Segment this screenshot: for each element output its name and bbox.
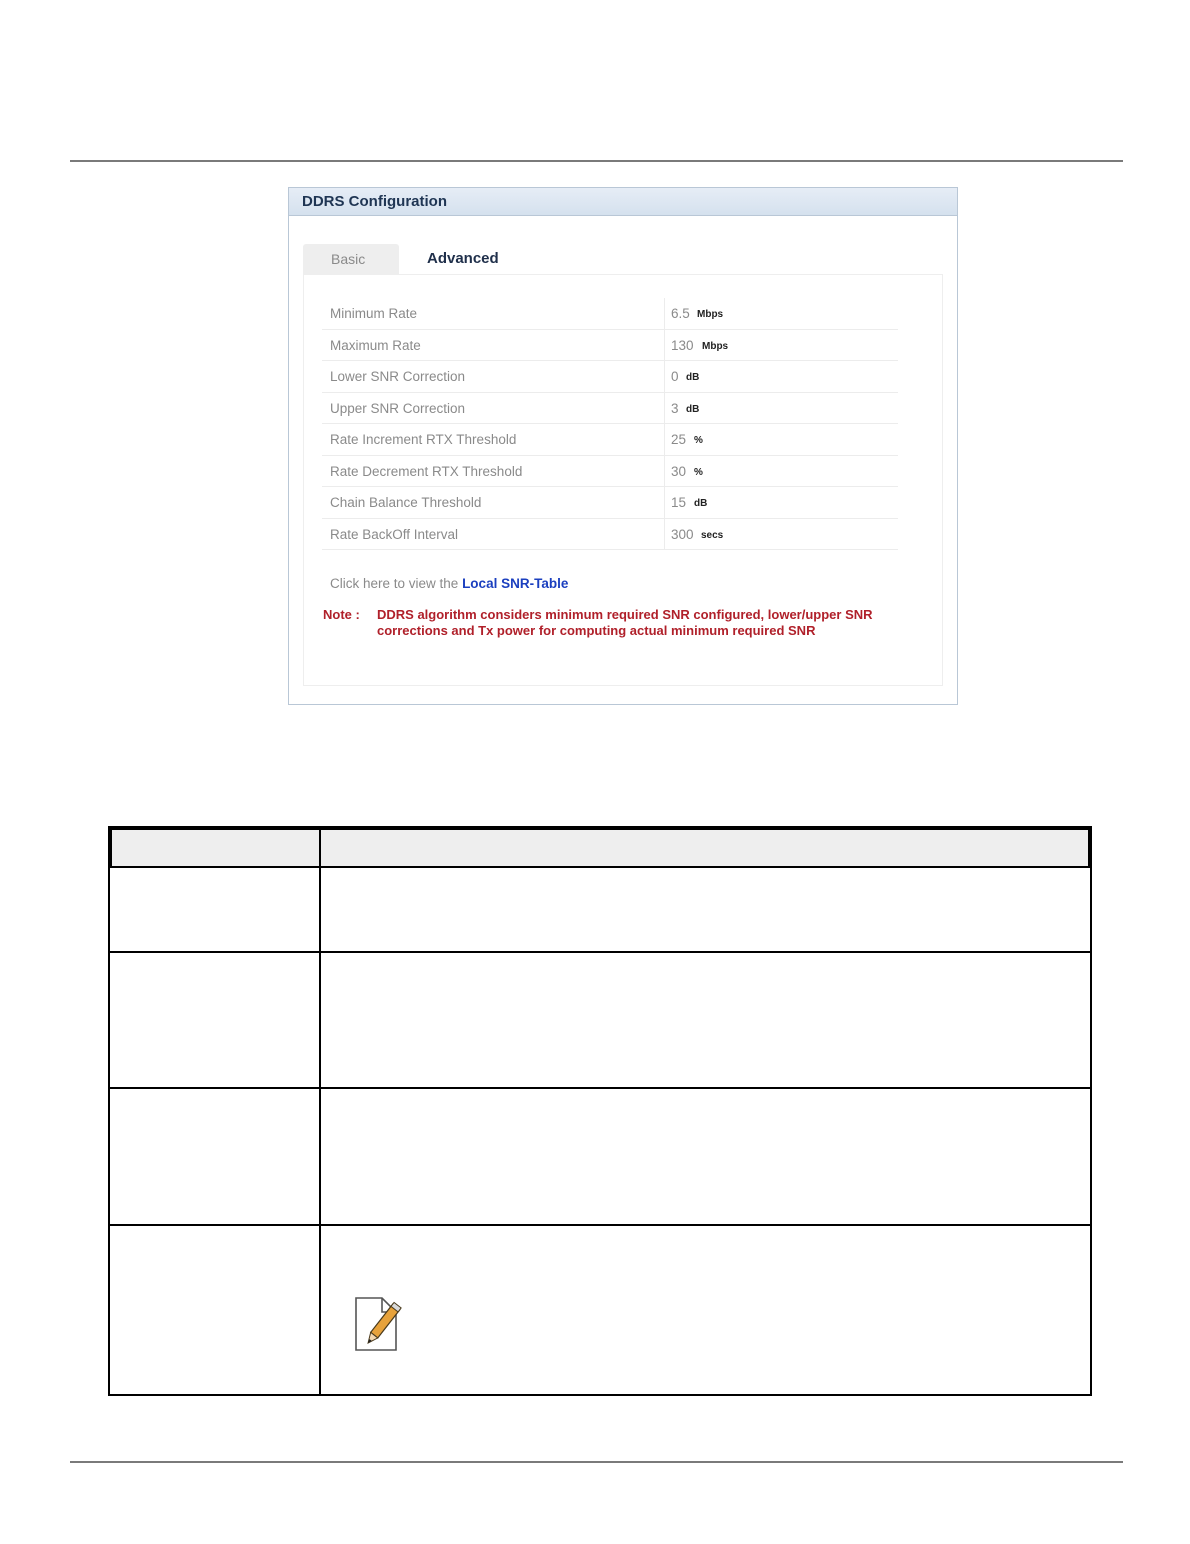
field-row-lower-snr-correction xyxy=(322,361,898,393)
parameter-table xyxy=(108,826,1092,1396)
snr-table-link-line xyxy=(330,576,568,591)
field-label: Chain Balance Threshold xyxy=(330,495,482,510)
field-unit: Mbps xyxy=(702,340,729,352)
field-value[interactable]: 3 xyxy=(671,400,679,416)
panel-title: DDRS Configuration xyxy=(289,188,957,216)
field-row-minimum-rate xyxy=(322,298,898,330)
field-value[interactable]: 300 xyxy=(671,526,694,542)
field-value[interactable]: 30 xyxy=(671,463,687,479)
header-rule xyxy=(70,160,1123,162)
field-value[interactable]: 0 xyxy=(671,369,679,384)
tab-advanced[interactable]: Advanced xyxy=(427,250,499,267)
field-row-upper-snr-correction xyxy=(322,393,898,425)
field-label: Upper SNR Correction xyxy=(330,400,466,416)
field-label: Lower SNR Correction xyxy=(330,369,466,384)
tab-basic[interactable]: Basic xyxy=(303,244,399,274)
field-row-chain-balance-threshold xyxy=(322,487,898,519)
field-unit: Mbps xyxy=(697,309,724,320)
note-label: Note : xyxy=(323,607,360,622)
field-row-rate-increment-rtx-threshold xyxy=(322,424,898,456)
field-unit: % xyxy=(694,435,703,446)
field-row-rate-backoff-interval xyxy=(322,519,898,551)
field-label: Maximum Rate xyxy=(330,337,421,353)
field-unit: % xyxy=(694,466,703,478)
settings-list xyxy=(322,298,898,550)
field-value[interactable]: 25 xyxy=(671,432,687,447)
field-row-maximum-rate xyxy=(322,330,898,362)
field-label: Rate Decrement RTX Threshold xyxy=(330,463,523,479)
field-label: Rate Increment RTX Threshold xyxy=(330,432,517,447)
field-unit: dB xyxy=(694,498,708,509)
field-value[interactable]: 15 xyxy=(671,495,687,510)
pencil-note-icon xyxy=(352,1296,404,1352)
field-label: Rate BackOff Interval xyxy=(330,526,459,542)
link-prefix: Click here to view the xyxy=(330,576,463,591)
field-label: Minimum Rate xyxy=(330,306,418,321)
field-unit: dB xyxy=(686,403,700,415)
field-unit: dB xyxy=(686,372,700,383)
local-snr-table-link[interactable]: Local SNR-Table xyxy=(462,576,569,591)
field-row-rate-decrement-rtx-threshold xyxy=(322,456,898,488)
field-value[interactable]: 6.5 xyxy=(671,306,690,321)
field-unit: secs xyxy=(701,529,724,541)
table-header xyxy=(110,828,1090,868)
note-text: DDRS algorithm considers minimum required SNR configured, lower/upper SNR corrections and Tx power for computing actual minimum required SNR xyxy=(377,607,873,638)
footer-rule xyxy=(70,1461,1123,1463)
field-value[interactable]: 130 xyxy=(671,337,694,353)
